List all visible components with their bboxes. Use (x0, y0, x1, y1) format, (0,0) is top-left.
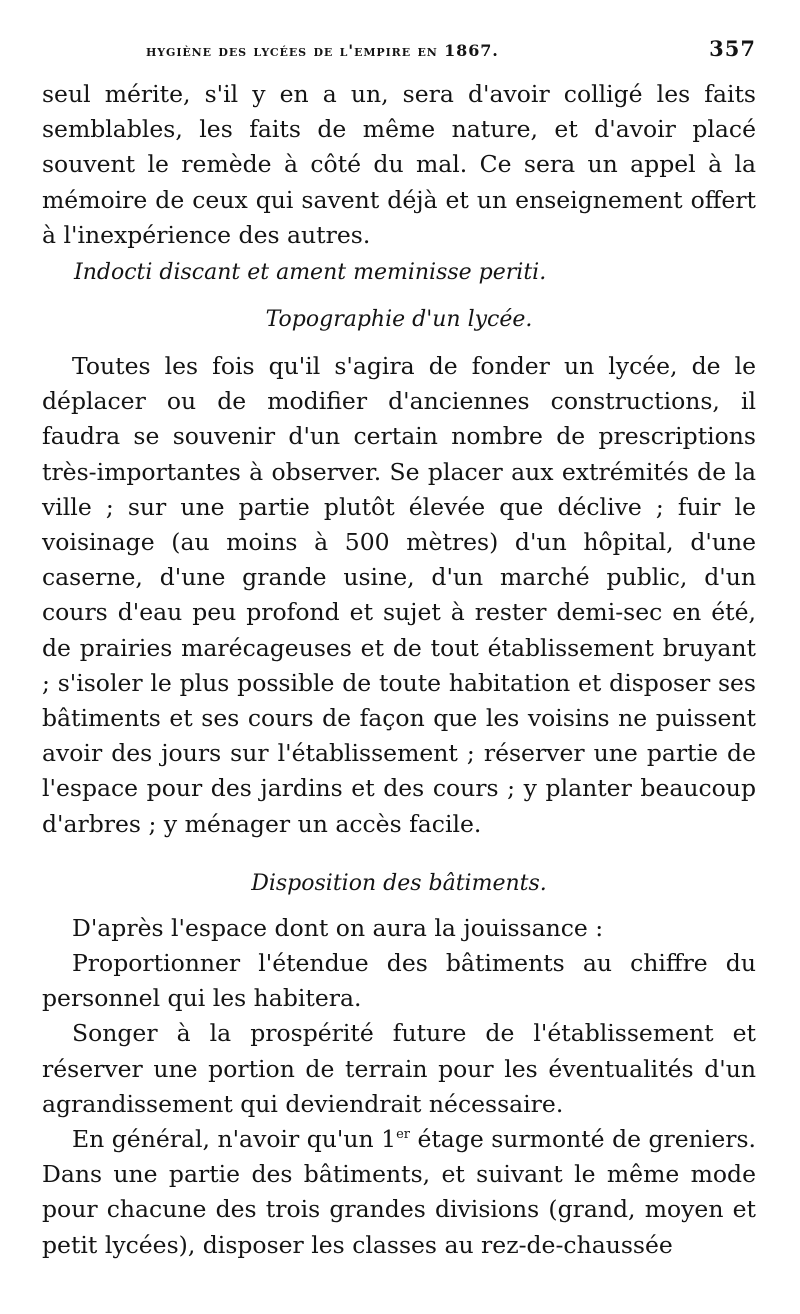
floors-text-start: En général, n'avoir qu'un 1 (72, 1125, 397, 1154)
page-header (42, 36, 756, 76)
paragraph-topography: Toutes les fois qu'il s'agira de fonder un lycée, de le déplacer ou de modifier d'anciennes constructions, il faudra se souvenir d'un certain nombre de prescriptions très-importantes à observer. Se placer aux extrémités de la ville ; sur une partie plutôt élevée que déclive ; fuir le voisinage (au moins à 500 mètres) d'un hôpital, d'une caserne, d'une grande usine, d'un marché public, d'un cours d'eau peu profond et sujet à rester demi-sec en été, de prairies marécageuses et de tout établissement bruyant ; s'isoler le plus possible de toute habitation et disposer ses bâtiments et ses cours de façon que les voisins ne puissent avoir des jours sur l'établissement ; réserver une partie de l'espace pour des jardins et des cours ; y planter beaucoup d'arbres ; y ménager un accès facile. (42, 352, 756, 838)
paragraph-prosperity: Songer à la prospérité future de l'établissement et réserver une portion de terrain pour les éventualités d'un agrandissement qui deviendrait nécessaire. (42, 1019, 756, 1118)
paragraph-space: D'après l'espace dont on aura la jouissance : (72, 913, 604, 942)
ordinal-superscript: er (396, 1127, 410, 1143)
running-title: hygiène des lycées de l'empire en 1867. (146, 41, 499, 60)
paragraph-continuation: seul mérite, s'il y en a un, sera d'avoir colligé les faits semblables, les faits de même nature, et d'avoir placé souvent le remède à côté du mal. Ce sera un appel à la mémoire de ceux qui savent déjà et un enseignement offert à l'inexpérience des autres. (42, 80, 756, 249)
page-number: 357 (709, 36, 756, 61)
section-title-buildings: Disposition des bâtiments. (251, 870, 547, 896)
floors-text-end: étage surmonté de greniers. Dans une partie des bâtiments, et suivant le même mode pour chacune des trois grandes divisions (grand, moyen et petit lycées), disposer les classes au rez-de-chaussée (42, 1125, 756, 1259)
latin-quote: Indocti discant et ament meminisse periti. (74, 260, 547, 286)
section-title-topography: Topographie d'un lycée. (265, 307, 533, 333)
paragraph-proportion: Proportionner l'étendue des bâtiments au chiffre du personnel qui les habitera. (42, 949, 756, 1013)
page-body (42, 77, 756, 1263)
paragraph-floors (42, 1122, 756, 1263)
